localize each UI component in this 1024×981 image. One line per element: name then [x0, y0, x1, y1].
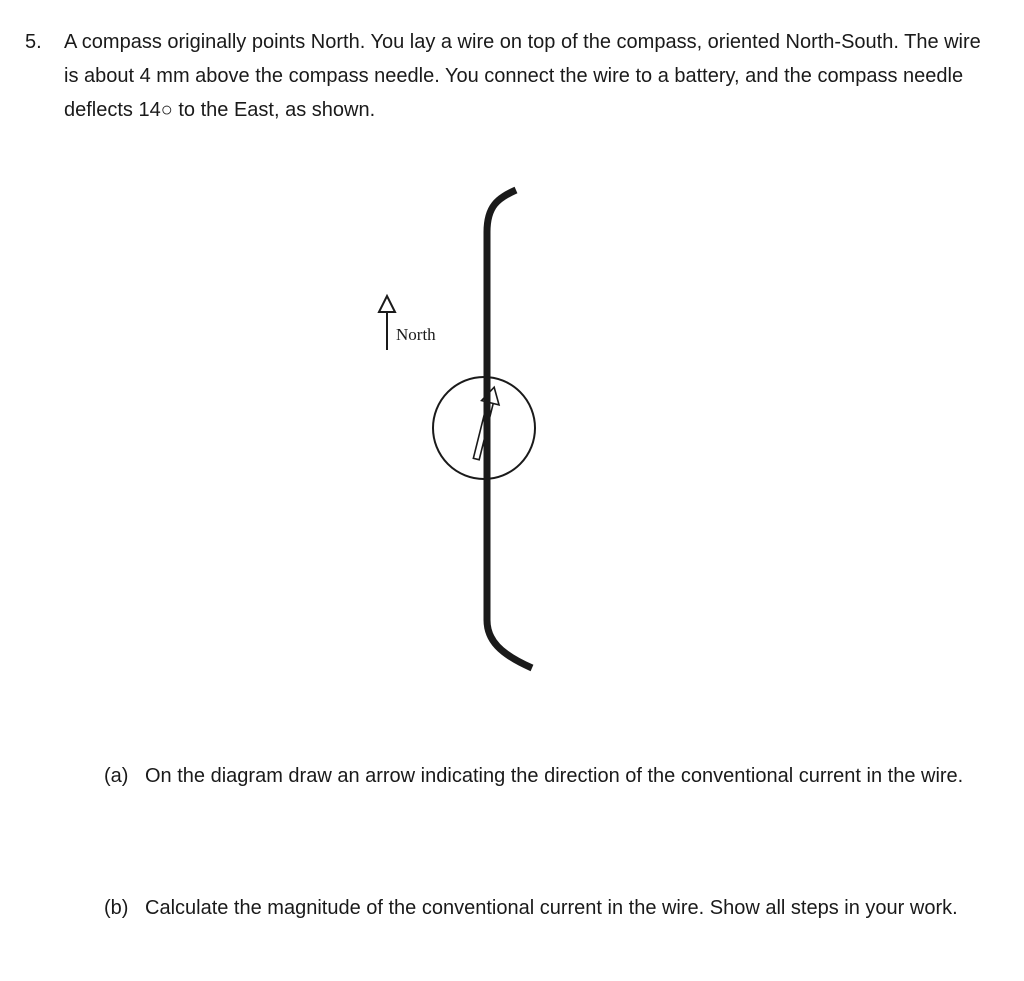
north-arrow-icon — [379, 296, 395, 350]
part-a-label: (a) — [104, 765, 129, 787]
part-b-text: Calculate the magnitude of the conventional current in the wire. Show all steps in your work. — [145, 897, 958, 919]
question-text: A compass originally points North. You lay a wire on top of the compass, oriented North-South. The wire is about 4 mm above the compass needle. You connect the wire to a battery, and the compass needle deflects 14○ to the East, as shown. — [64, 31, 981, 121]
question-number: 5. — [25, 31, 42, 53]
part-a-text: On the diagram draw an arrow indicating the direction of the conventional current in the wire. — [145, 765, 964, 787]
part-b-label: (b) — [104, 897, 129, 919]
compass-wire-diagram — [360, 180, 560, 680]
north-label: North — [396, 325, 436, 344]
wire — [487, 190, 532, 668]
